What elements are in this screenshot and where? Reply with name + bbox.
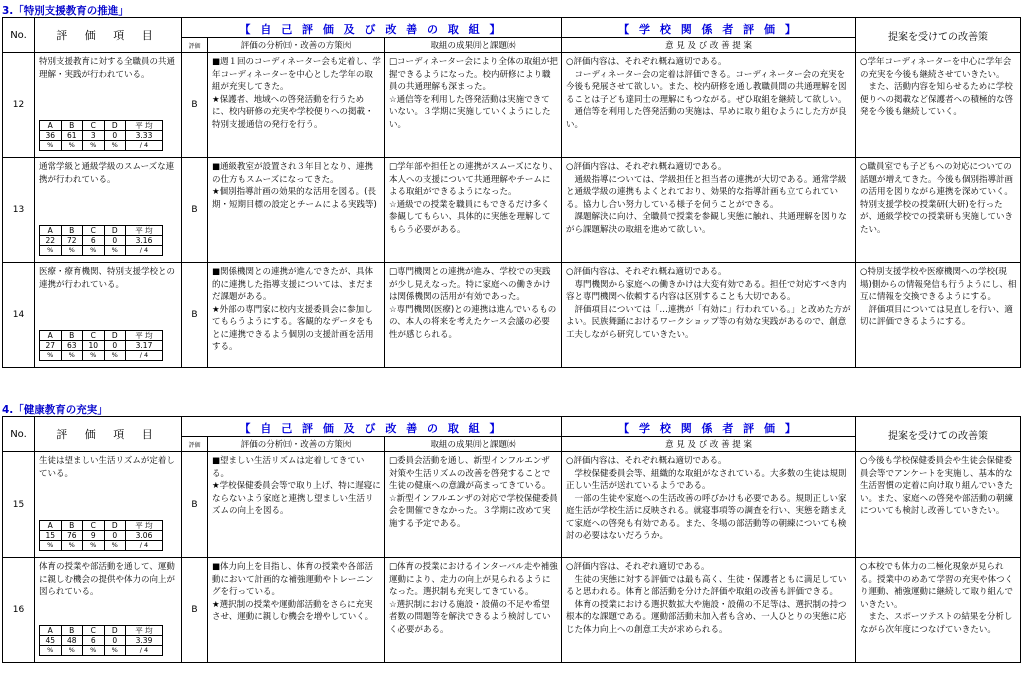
score-unit: % (104, 351, 126, 361)
score-label: C (83, 121, 105, 131)
header-self-eval-label: 【 自 己 評 価 及 び 改 善 の 取 組 】 (239, 23, 504, 36)
item-text: 生徒は望ましい生活リズムが定着している。 (39, 456, 175, 479)
header-opinions: 意 見 及 び 改 善 提 案 (562, 437, 856, 452)
score-value: 0 (104, 131, 126, 141)
score-label: A (40, 226, 62, 236)
feedback-text: ○本校でも体力の二極化現象が見られる。授業中のめあて学習の充実や体つくり運動、補強運動に継続して取り組んでいきたい。 また、スポーツテストの結果を分析しながら次年度につなげていきたい。 (856, 558, 1021, 663)
score-unit: % (104, 541, 126, 551)
score-table (39, 225, 163, 256)
score-table (39, 520, 163, 551)
table-row (3, 452, 1021, 558)
score-unit: % (61, 646, 83, 656)
header-results: 取組の成果㈪と課題㈬ (385, 38, 562, 53)
score-label: C (83, 521, 105, 531)
score-value: 45 (40, 636, 62, 646)
score-value: 0 (104, 531, 126, 541)
score-unit: / 4 (126, 141, 163, 151)
score-value: 10 (83, 341, 105, 351)
score-label: D (104, 121, 126, 131)
table-row (3, 263, 1021, 368)
score-value: 0 (104, 341, 126, 351)
score-table (39, 625, 163, 656)
score-label: A (40, 626, 62, 636)
header-no: No. (3, 417, 35, 452)
evaluation-table (2, 17, 1021, 368)
score-unit: % (61, 541, 83, 551)
opinions-text: ○評価内容は、それぞれ適切である。 生徒の実態に対する評価では最も高く、生徒・保護者ともに満足していると思われる。体育と部活動を分けた評価や取組の改善も評価できる。 体育の授業における選択数拡大や施設・設備の不足等は、選択制の持つ根本的な課題である。運動部活動未加入者も含め、一人ひとりの実態に応じた体力向上への創意工夫が求められる。 (562, 558, 856, 663)
score-value: 0 (104, 636, 126, 646)
score-unit: % (40, 541, 62, 551)
header-no: No. (3, 18, 35, 53)
opinions-text: ○評価内容は、それぞれ概ね適切である。 学校保健委員会等、組織的な取組がなされている。大多数の生徒は規則正しい生活が送れているようである。 一部の生徒や家庭への生活改善の呼びかけも必要である。規則正しい家庭生活が学校生活に反映される。就寝事項等の調査を行い、実態を踏まえて家庭への啓発も有効である。また、冬場の部活動等の朝練についても検討の必要はないだろうか。 (562, 452, 856, 558)
score-unit: % (83, 646, 105, 656)
score-average: 3.39 (126, 636, 163, 646)
header-school-eval-label: 【 学 校 関 係 者 評 価 】 (618, 23, 799, 36)
item-cell (35, 53, 182, 158)
score-unit: % (40, 246, 62, 256)
score-unit: / 4 (126, 646, 163, 656)
score-label: 平 均 (126, 626, 163, 636)
score-value: 63 (61, 341, 83, 351)
analysis-text: ■週１回のコーディネーター会も定着し、学年コーディネーターを中心とした学年の取組が充実してきた。 ★保護者、地域への啓発活動を行うために、校内研修の充実や学校便りへの掲載・特別支援通信の発行を行う。 (208, 53, 385, 158)
item-text: 特別支援教育に対する全職員の共通理解・実践が行われている。 (39, 57, 176, 80)
opinions-text: ○評価内容は、それぞれ概ね適切である。 コーディネーター会の定着は評価できる。コーディネーター会の充実を今後も発展させて欲しい。また、校内研修を通し教職員間の共通理解を図ることは子ども達同士の理解にもつながる。ぜひ取組を継続して欲しい。 通信等を利用した啓発活動の実施は、早めに取り組むようにした方が良い。 (562, 53, 856, 158)
feedback-text: ○職員室でも子どもへの対応についての話題が増えてきた。今後も個別指導計画の活用を図りながら連携を深めていく。特別支援学校の授業研(大研)を行ったが、通級学校での授業研も実施していきたい。 (856, 158, 1021, 263)
score-value: 3 (83, 131, 105, 141)
table-row (3, 558, 1021, 663)
item-cell (35, 158, 182, 263)
table-row (3, 158, 1021, 263)
row-number: 13 (3, 158, 35, 263)
item-cell (35, 558, 182, 663)
header-feedback: 提案を受けての改善策 (856, 18, 1021, 53)
header-grade: 評価 (182, 38, 208, 53)
score-label: A (40, 521, 62, 531)
header-results: 取組の成果㈪と課題㈬ (385, 437, 562, 452)
section-title: 4.「健康教育の充実」 (2, 404, 108, 416)
score-table (39, 120, 163, 151)
score-unit: / 4 (126, 351, 163, 361)
results-text: □コーディネーター会により全体の取組が把握できるようになった。校内研修により職員の共通理解も深まった。 ☆通信等を利用した啓発活動は実施できていない。３学期に実施していくようにしたい。 (385, 53, 562, 158)
analysis-text: ■関係機関との連携が進んできたが、具体的に連携した指導支援については、まだまだ課題がある。 ★外部の専門家に校内支援委員会に参加してもらうようにする。客観的なデータをもとに連携できるよう個別の支援計画を活用する。 (208, 263, 385, 368)
score-unit: % (104, 646, 126, 656)
item-cell (35, 263, 182, 368)
row-number: 14 (3, 263, 35, 368)
score-label: B (61, 121, 83, 131)
score-label: A (40, 331, 62, 341)
score-unit: % (40, 646, 62, 656)
header-self-eval (182, 417, 562, 437)
section-title: 3.「特別支援教育の推進」 (2, 5, 129, 17)
score-label: C (83, 331, 105, 341)
grade: B (182, 158, 208, 263)
score-label: B (61, 331, 83, 341)
header-item: 評 価 項 目 (35, 417, 182, 452)
score-value: 72 (61, 236, 83, 246)
analysis-text: ■通級教室が設置され３年目となり、連携の仕方もスムーズになってきた。 ★個別指導計画の効果的な活用を図る。(長期・短期目標の設定とチームによる実践等) (208, 158, 385, 263)
header-self-eval (182, 18, 562, 38)
score-unit: % (61, 351, 83, 361)
analysis-text: ■望ましい生活リズムは定着してきている。 ★学校保健委員会等で取り上げ、特に遅寝にならないよう家庭と連携し望ましい生活リズムの向上を図る。 (208, 452, 385, 558)
score-unit: % (61, 246, 83, 256)
score-unit: % (83, 246, 105, 256)
row-number: 12 (3, 53, 35, 158)
score-label: 平 均 (126, 521, 163, 531)
score-label: C (83, 626, 105, 636)
score-label: 平 均 (126, 331, 163, 341)
score-value: 76 (61, 531, 83, 541)
results-text: □学年部や担任との連携がスムーズになり、本人への支援について共通理解やチームによる取組ができるようになった。 ☆通級での授業を職員にもできるだけ多く参観してもらい、具体的に実態を理解してもらう必要がある。 (385, 158, 562, 263)
score-table (39, 330, 163, 361)
results-text: □委員会活動を通し、新型インフルエンザ対策や生活リズムの改善を啓発することで生徒の健康への意識が高まってきている。 ☆新型インフルエンザの対応で学校保健委員会を開催できなかった。３学期に改めて実施する予定である。 (385, 452, 562, 558)
results-text: □体育の授業におけるインターバル走や補強運動により、走力の向上が見られるようになった。選択制も充実してきている。 ☆選択制における施設・設備の不足や希望者数の問題等を解決できるよう検討していく必要がある。 (385, 558, 562, 663)
score-label: B (61, 626, 83, 636)
score-unit: % (83, 541, 105, 551)
score-value: 0 (104, 236, 126, 246)
header-grade: 評価 (182, 437, 208, 452)
score-value: 22 (40, 236, 62, 246)
score-unit: % (83, 141, 105, 151)
score-label: A (40, 121, 62, 131)
score-unit: % (104, 246, 126, 256)
header-analysis: 評価の分析㈰・改善の方策㈫ (208, 437, 385, 452)
analysis-text: ■体力向上を目指し、体育の授業や各部活動において計画的な補強運動やトレーニングを行っている。 ★選択制の授業や運動部活動をさらに充実させ、運動に親しむ機会を増やしていく。 (208, 558, 385, 663)
header-school-eval (562, 18, 856, 38)
score-label: 平 均 (126, 121, 163, 131)
row-number: 15 (3, 452, 35, 558)
score-label: B (61, 521, 83, 531)
opinions-text: ○評価内容は、それぞれ概ね適切である。 専門機関から家庭への働きかけは大変有効である。担任で対応すべき内容と専門機関へ依頼する内容は区別することも大切である。 評価項目については「…連携が「有効に」行われている。」と改めた方がよい。民族舞踊におけるワークショップ等の有効な実践があるので、創意工夫しながら研究していきたい。 (562, 263, 856, 368)
score-label: D (104, 331, 126, 341)
score-value: 9 (83, 531, 105, 541)
header-self-eval-label: 【 自 己 評 価 及 び 改 善 の 取 組 】 (239, 422, 504, 435)
header-feedback: 提案を受けての改善策 (856, 417, 1021, 452)
score-value: 6 (83, 636, 105, 646)
score-unit: / 4 (126, 246, 163, 256)
score-value: 48 (61, 636, 83, 646)
score-label: C (83, 226, 105, 236)
score-unit: % (40, 141, 62, 151)
item-text: 体育の授業や部活動を通して、運動に親しむ機会の提供や体力の向上が図られている。 (39, 562, 176, 597)
item-cell (35, 452, 182, 558)
header-analysis: 評価の分析㈰・改善の方策㈫ (208, 38, 385, 53)
score-value: 15 (40, 531, 62, 541)
grade: B (182, 452, 208, 558)
score-label: 平 均 (126, 226, 163, 236)
score-unit: % (104, 141, 126, 151)
score-value: 27 (40, 341, 62, 351)
item-text: 医療・療育機関、特別支援学校との連携が行われている。 (39, 267, 176, 290)
item-text: 通常学級と通級学級のスムーズな連携が行われている。 (39, 162, 175, 185)
score-value: 61 (61, 131, 83, 141)
score-average: 3.16 (126, 236, 163, 246)
table-row (3, 53, 1021, 158)
score-average: 3.33 (126, 131, 163, 141)
score-unit: % (83, 351, 105, 361)
score-unit: / 4 (126, 541, 163, 551)
grade: B (182, 263, 208, 368)
evaluation-table (2, 416, 1021, 663)
score-unit: % (61, 141, 83, 151)
score-average: 3.06 (126, 531, 163, 541)
score-label: B (61, 226, 83, 236)
feedback-text: ○学年コーディネーターを中心に学年会の充実を今後も継続させていきたい。 また、活動内容を知らせるために学校便りへの掲載など保護者への積極的な啓発を今後も継続していく。 (856, 53, 1021, 158)
grade: B (182, 558, 208, 663)
grade: B (182, 53, 208, 158)
header-school-eval-label: 【 学 校 関 係 者 評 価 】 (618, 422, 799, 435)
header-opinions: 意 見 及 び 改 善 提 案 (562, 38, 856, 53)
feedback-text: ○特別支援学校や医療機関への学校(現場)側からの情報発信も行うようにし、相互に情報を交換できるようにする。 評価項目については見直しを行い、適切に評価できるようにする。 (856, 263, 1021, 368)
score-average: 3.17 (126, 341, 163, 351)
feedback-text: ○今後も学校保健委員会や生徒会保健委員会等でアンケートを実施し、基本的な生活習慣の定着に向け取り組んでいきたい。また、家庭への啓発や部活動の朝練についても検討し改善していきたい。 (856, 452, 1021, 558)
score-label: D (104, 226, 126, 236)
score-label: D (104, 626, 126, 636)
score-label: D (104, 521, 126, 531)
score-unit: % (40, 351, 62, 361)
header-school-eval (562, 417, 856, 437)
opinions-text: ○評価内容は、それぞれ概ね適切である。 通級指導については、学級担任と担当者の連携が大切である。通常学級と通級学級の連携もよくとれており、効果的な指導計画も立てられている。協力し合い努力している様子を伺うことができる。 課題解決に向け、全職員で授業を参観し実態に触れ、共通理解を図りながら課題解決の取組を進めて欲しい。 (562, 158, 856, 263)
header-item: 評 価 項 目 (35, 18, 182, 53)
score-value: 36 (40, 131, 62, 141)
results-text: □専門機関との連携が進み、学校での実践が少し見えなった。特に家庭への働きかけは関係機関の活用が有効であった。 ☆専門機関(医療)との連携は進んでいるものの、本人の将来を考えたケース会議の必要性が感じられる。 (385, 263, 562, 368)
row-number: 16 (3, 558, 35, 663)
score-value: 6 (83, 236, 105, 246)
